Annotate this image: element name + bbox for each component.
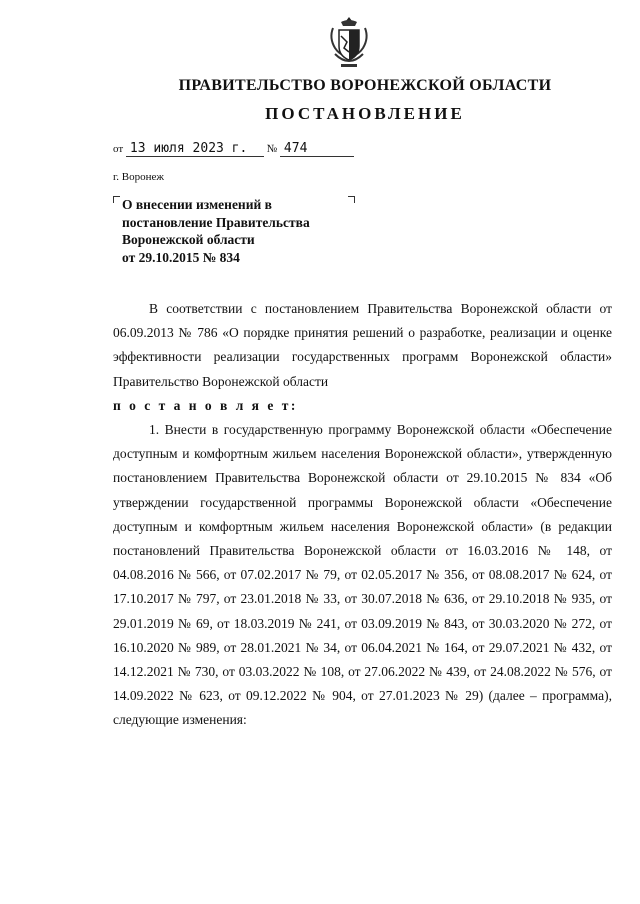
subject-line: О внесении изменений в [122,197,272,212]
document-number: 474 [280,141,354,157]
document-date: 13 июля 2023 г. [126,141,264,157]
subject-line: Воронежской области [122,232,255,247]
subject-block [122,196,352,266]
coat-of-arms-icon [327,14,371,72]
resolves-word: п о с т а н о в л я е т: [113,397,298,413]
subject-corner-left [113,196,120,203]
document-body [113,297,612,733]
date-number-line [113,141,354,157]
city: г. Воронеж [113,171,164,183]
subject-line: постановление Правительства [122,214,310,230]
item-1-paragraph: 1. Внести в государственную программу Воронежской области «Обеспечение доступным и комфортным жильем населения Воронежской области», утвержденную постановлением Правительства Воронежской области от 29.10.2015 № 834 «Об утверждении государственной программы Воронежской области «Обеспечение доступным и комфортным жильем населения Воронежской области» (в редакции постановлений Правительства Воронежской области от 16.03.2016 № 148, от 04.08.2016 № 566, от 07.02.2017 № 79, от 02.05.2017 № 356, от 08.08.2017 № 624, от 17.10.2017 № 797, от 23.01.2018 № 33, от 30.07.2018 № 636, от 29.10.2018 № 935, от 29.01.2019 № 69, от 18.03.2019 № 241, от 03.09.2019 № 843, от 30.03.2020 № 272, от 16.10.2020 № 989, от 28.01.2021 № 34, от 06.04.2021 № 164, от 29.07.2021 № 432, от 14.12.2021 № 730, от 03.03.2022 № 108, от 27.06.2022 № 439, от 24.08.2022 № 576, от 14.09.2022 № 623, от 09.12.2022 № 904, от 27.01.2023 № 29) (далее – программа), следующие изменения: [113,422,612,728]
number-prefix: № [266,143,278,155]
organization-title: ПРАВИТЕЛЬСТВО ВОРОНЕЖСКОЙ ОБЛАСТИ [178,77,552,94]
subject-line: от 29.10.2015 № 834 [122,249,240,265]
preamble-paragraph: В соответствии с постановлением Правительства Воронежской области от 06.09.2013 № 786 «О порядке принятия решений о разработке, реализации и оценке эффективности реализации государственных программ Воронежской области» Правительство Воронежской области [113,301,612,389]
date-prefix: от [113,143,124,155]
document-type: ПОСТАНОВЛЕНИЕ [265,104,465,123]
